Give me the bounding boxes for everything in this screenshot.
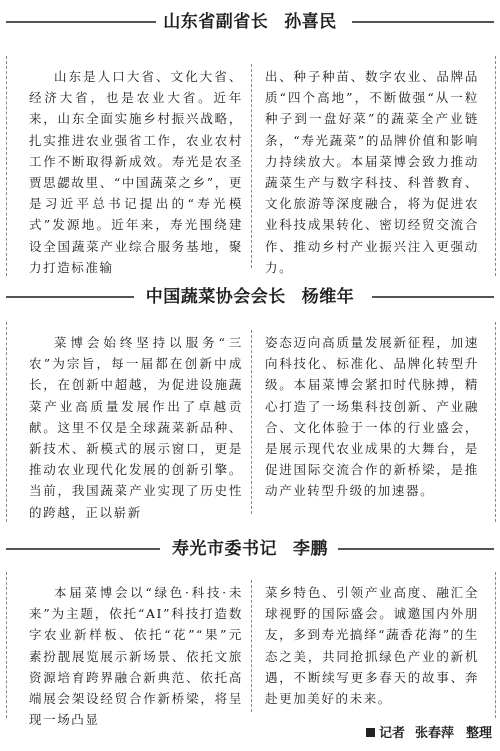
byline-name: 张春萍 xyxy=(414,726,454,741)
section-3-title xyxy=(0,538,500,560)
speaker-title: 寿光市委书记 xyxy=(172,539,277,559)
byline-prefix: 记者 xyxy=(378,726,405,741)
speaker-name: 李鹏 xyxy=(293,539,328,559)
section-1-title xyxy=(0,11,500,33)
column-divider xyxy=(251,580,252,712)
column-divider xyxy=(251,64,252,268)
speaker-title: 山东省副省长 xyxy=(163,12,269,32)
byline xyxy=(366,722,492,741)
article-right-column: 出、种子种苗、数字农业、品牌品质“四个高地”，不断做强“从一粒种子到一盘好菜”的蔬菜全产业链条，“寿光蔬菜”的品牌价值和影响力持续放大。本届菜博会致力推动蔬菜生产与数字科技、科普教育、文化旅游等深度融合，将为促进农业科技成果转化、密切经贸交流合作、推动乡村产业振兴注入更强动力。 xyxy=(265,69,479,275)
article-box-1 xyxy=(6,56,496,276)
speaker-title: 中国蔬菜协会会长 xyxy=(145,287,286,307)
section-2-title xyxy=(0,286,500,308)
article-right-column: 菜乡特色、引领产业高度、融汇全球视野的国际盛会。诚邀国内外朋友，多到寿光搞绎“蔬香花海”的生态之美，共同抢抓绿色产业的新机遇，不断续写更多春天的故事、奔赴更加美好的未来。 xyxy=(265,585,479,707)
article-box-2 xyxy=(6,322,496,522)
speaker-name: 杨维年 xyxy=(301,287,355,307)
article-left-column: 菜博会始终坚持以服务“三农”为宗旨，每一届都在创新中成长，在创新中超越，为促进设施蔬菜产业高质量发展作出了卓越贡献。这里不仅是全球蔬菜新品种、新技术、新模式的展示窗口，更是推动农业现代化发展的创新引擎。当前，我国蔬菜产业实现了历史性的跨越，正以崭新 xyxy=(29,335,243,520)
article-left-column: 本届菜博会以“绿色·科技·未来”为主题，依托“AI”科技打造数字农业新样板、依托“花”“果”元素扮靓展览展示新场景、依托文旅资源培育跨界融合新典范、依托高端展会架设经贸合作新桥梁，将呈现一场凸显 xyxy=(29,585,243,728)
article-box-3 xyxy=(6,572,496,728)
byline-square-icon xyxy=(366,728,375,737)
speaker-name: 孙喜民 xyxy=(284,12,337,32)
byline-action: 整理 xyxy=(465,726,492,741)
article-left-column: 山东是人口大省、文化大省、经济大省，也是农业大省。近年来，山东全面实施乡村振兴战略，扎实推进农业强省工作，农业农村工作不断取得新成效。寿光是农圣贾思勰故里、“中国蔬菜之乡”，更是习近平总书记提出的“寿光模式”发源地。近年来，寿光围绕建设全国蔬菜产业综合服务基地，聚力打造标准输 xyxy=(29,69,243,275)
article-right-column: 姿态迈向高质量发展新征程，加速向科技化、标准化、品牌化转型升级。本届菜博会紧扣时代脉搏，精心打造了一场集科技创新、产业融合、文化体验于一体的行业盛会，是展示现代农业成果的大舞台，是促进国际交流合作的新桥梁，是推动产业转型升级的加速器。 xyxy=(265,335,479,499)
column-divider xyxy=(251,330,252,514)
